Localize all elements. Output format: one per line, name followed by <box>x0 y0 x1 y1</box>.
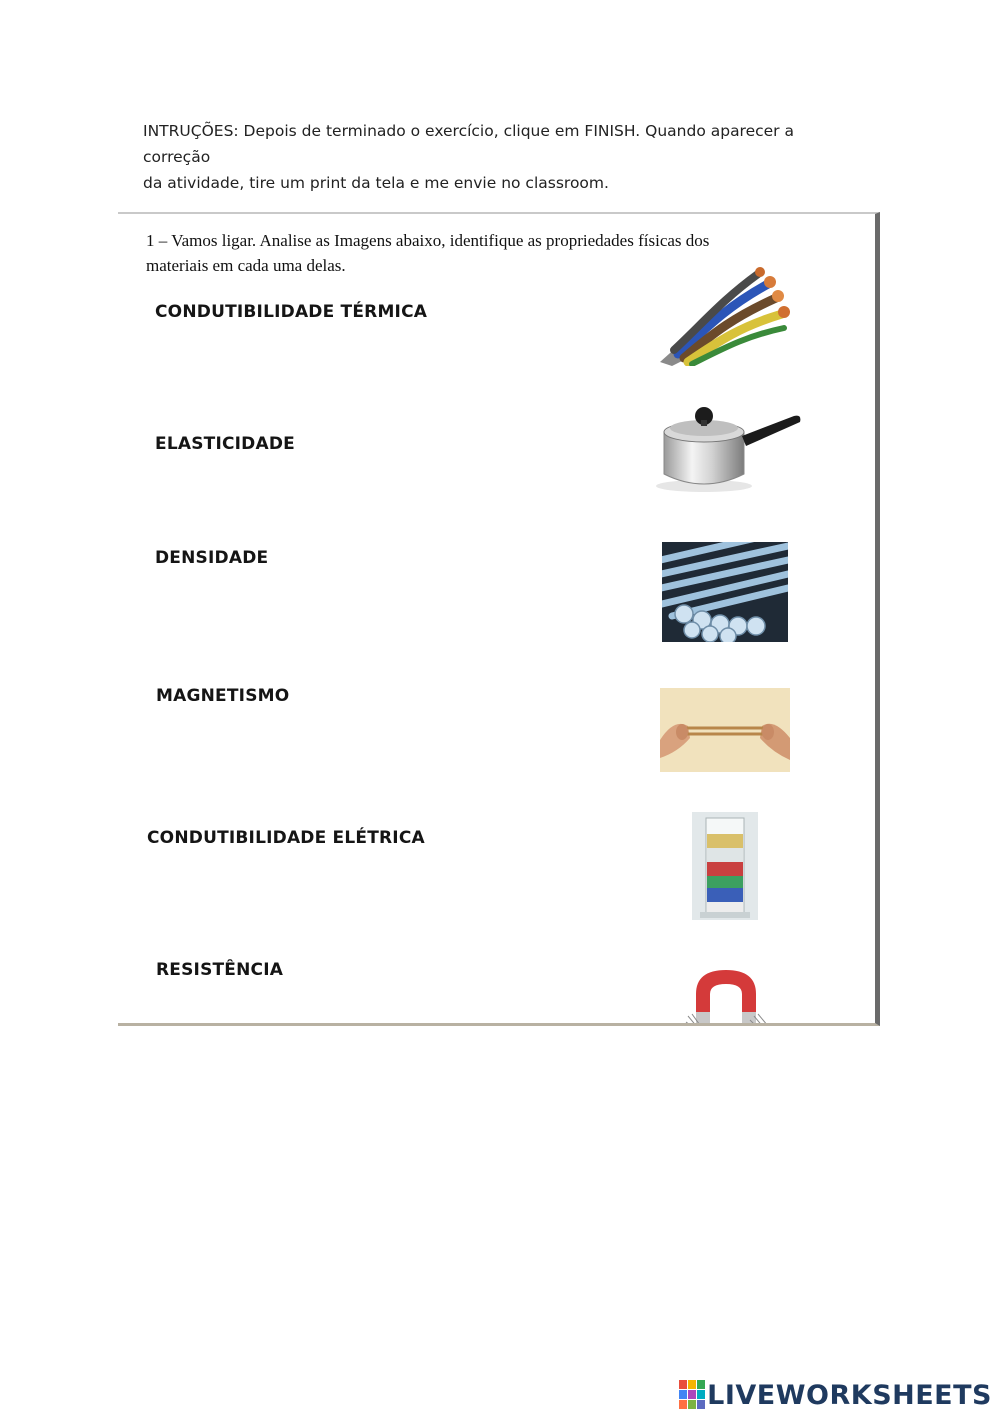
property-label-resistance: RESISTÊNCIA <box>156 960 284 980</box>
cooking-pot-picture <box>654 402 804 494</box>
question-line-1: 1 – Vamos ligar. Analise as Imagens abaixo, identifique as propriedades físicas dos <box>146 231 710 250</box>
property-label-density: DENSIDADE <box>155 548 269 568</box>
metal-rods-picture <box>662 542 788 642</box>
rubber-band-picture <box>660 688 790 772</box>
instructions-line-2: da atividade, tire um print da tela e me envie no classroom. <box>143 174 609 192</box>
instructions-text <box>143 118 863 196</box>
liveworksheets-logo <box>679 1378 992 1412</box>
property-label-thermal: CONDUTIBILIDADE TÉRMICA <box>155 302 428 322</box>
density-column-picture <box>692 812 758 920</box>
worksheet-image <box>118 212 880 1026</box>
liveworksheets-logo-text: LIVEWORKSHEETS <box>707 1379 992 1411</box>
property-label-magnetism: MAGNETISMO <box>156 686 290 706</box>
liveworksheets-logo-icon <box>679 1380 707 1410</box>
instructions-line-1: INTRUÇÕES: Depois de terminado o exercício, clique em FINISH. Quando aparecer a correção <box>143 122 794 166</box>
electrical-wires-picture <box>658 266 794 366</box>
question-line-2: materiais em cada uma delas. <box>146 256 346 275</box>
property-label-electrical: CONDUTIBILIDADE ELÉTRICA <box>147 828 425 848</box>
horseshoe-magnet-picture <box>684 964 768 1026</box>
property-label-elasticity: ELASTICIDADE <box>155 434 295 454</box>
